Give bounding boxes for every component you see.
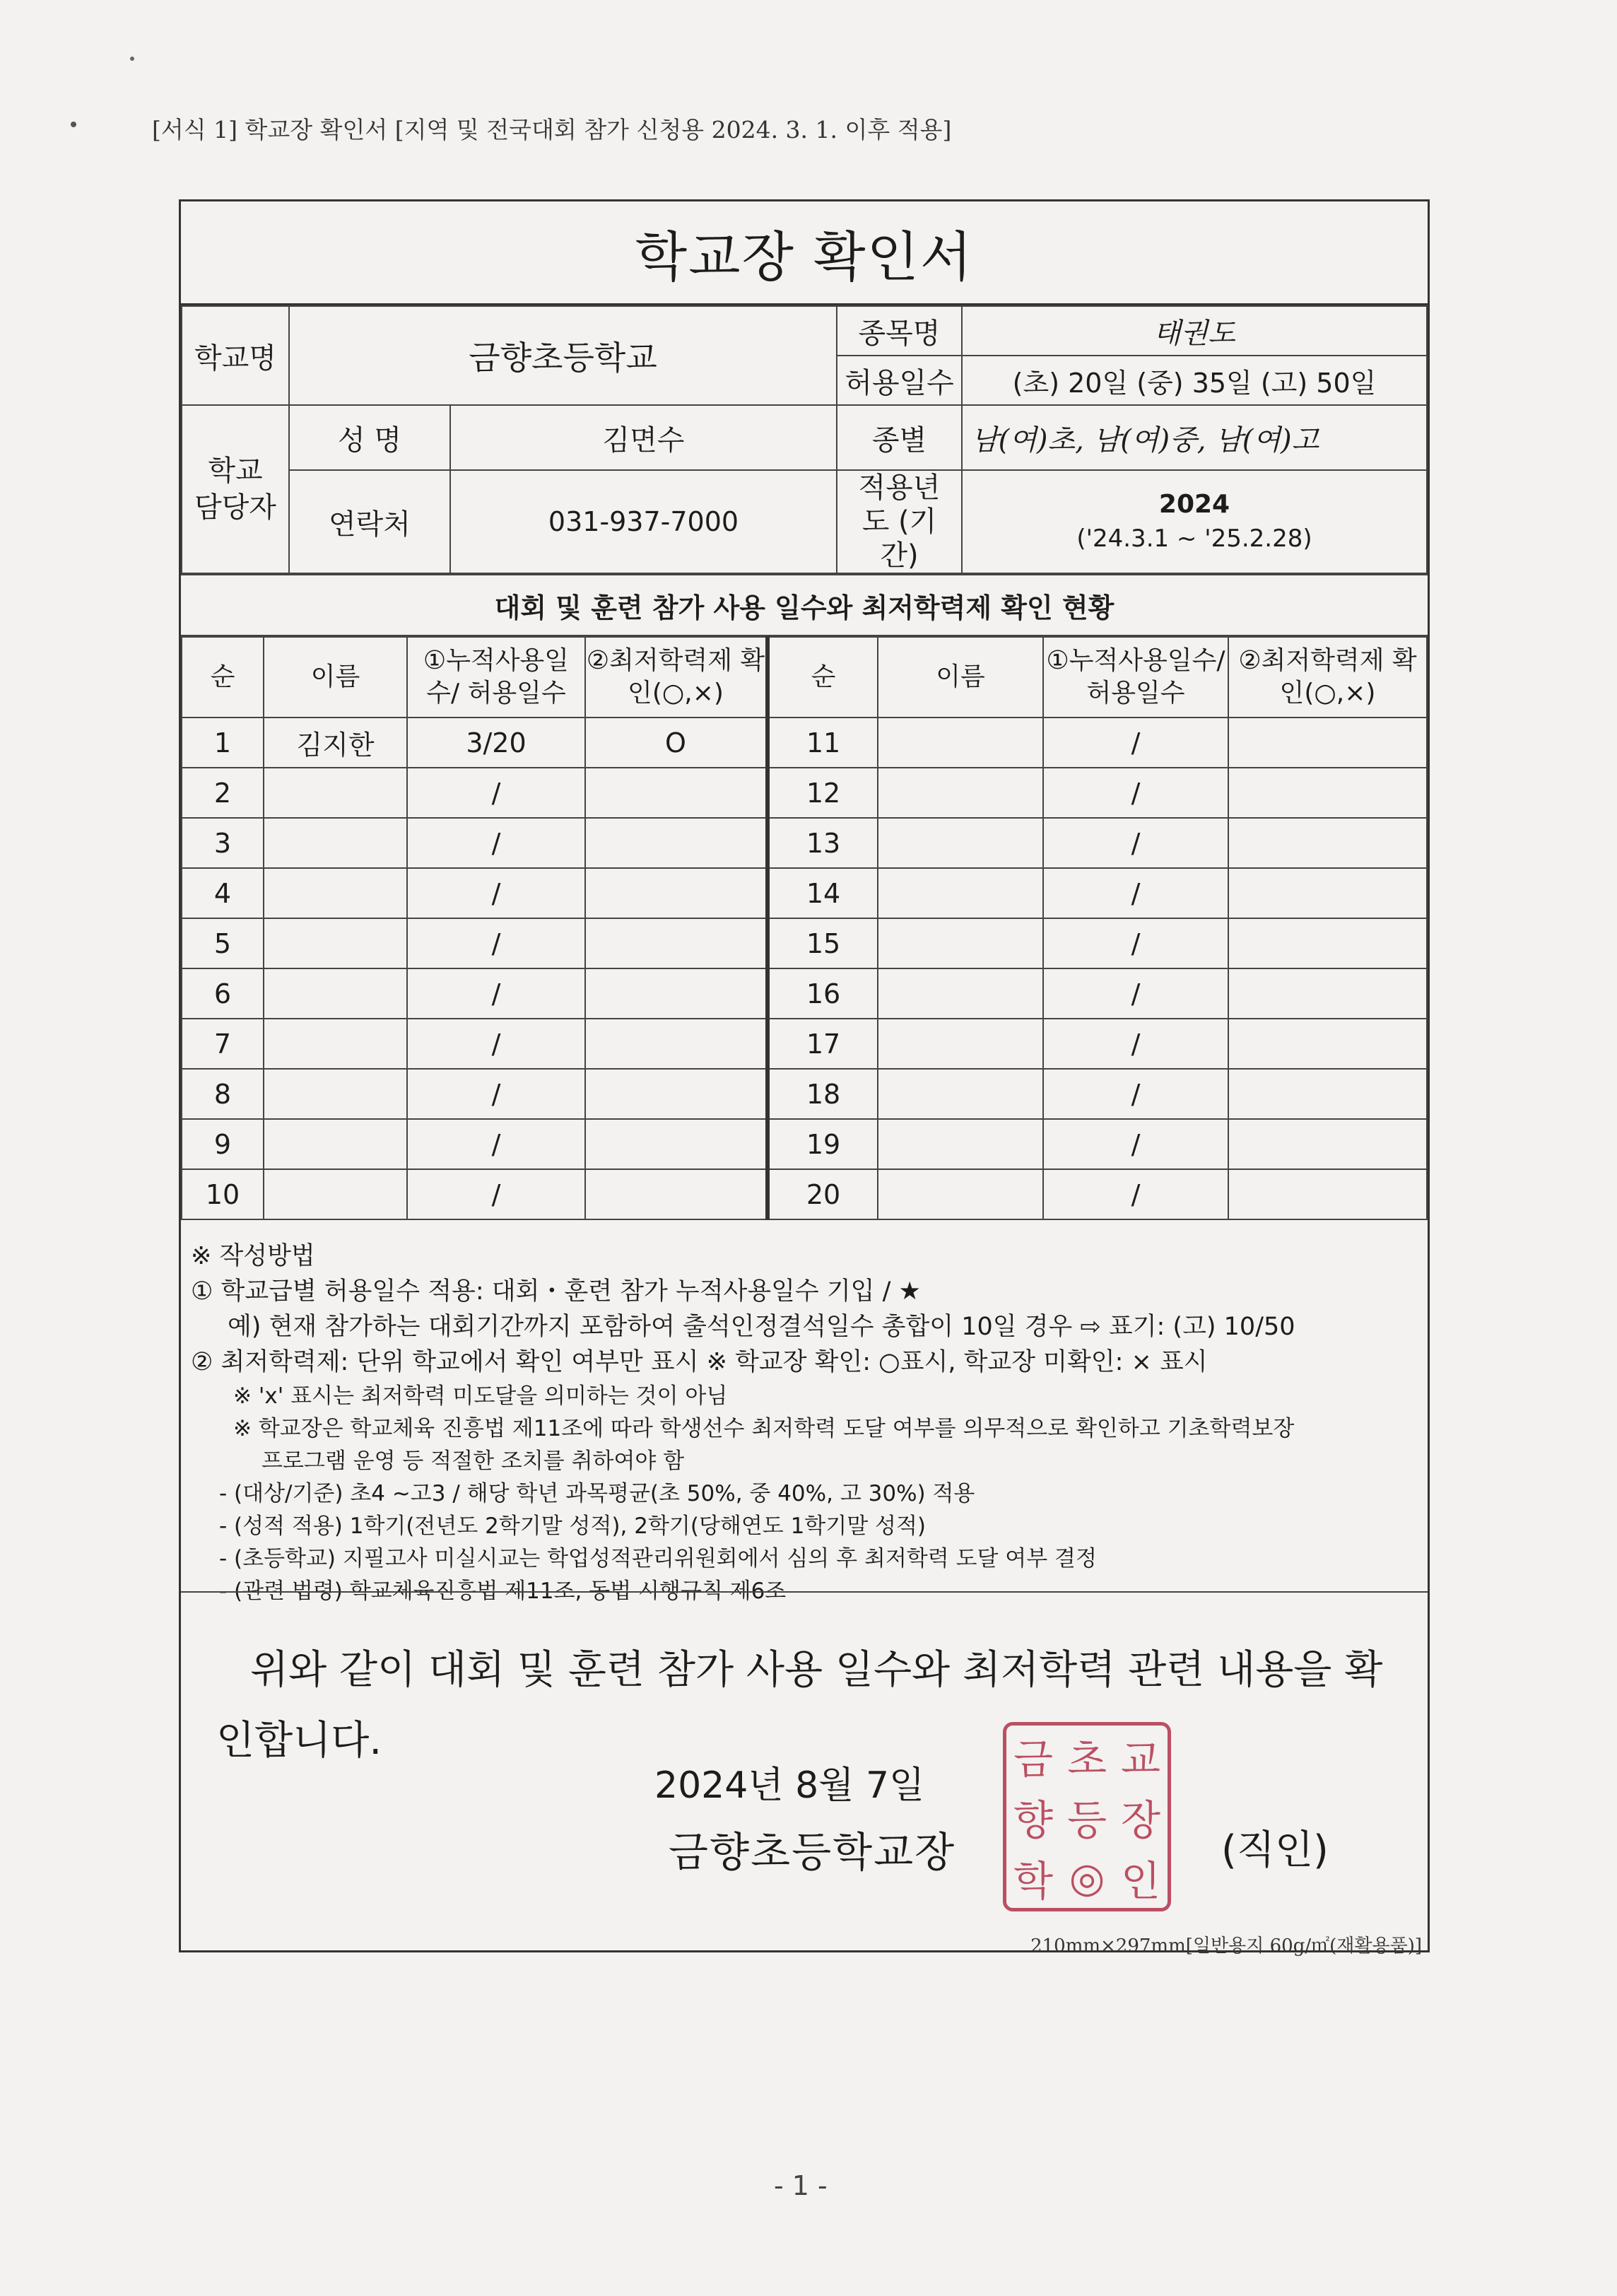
cell-name (264, 868, 407, 918)
cell-name (878, 1169, 1043, 1219)
cell-check (585, 868, 768, 918)
instructions-heading: ※ 작성방법 (191, 1242, 315, 1270)
cell-name (878, 1019, 1043, 1069)
cell-check (1228, 1069, 1427, 1119)
confirmation-form (179, 199, 1430, 1952)
participation-table (181, 636, 1428, 1220)
contact-label: 연락처 (289, 470, 450, 573)
cell-no: 1 (182, 718, 264, 768)
cell-check: O (585, 718, 768, 768)
cell-days: / (1043, 918, 1228, 968)
cell-check (585, 918, 768, 968)
instruction-note: ※ 학교장은 학교체육 진흥법 제11조에 따라 학생선수 최저학력 도달 여부를 의무적으로 확인하고 기초학력보장 (233, 1416, 1295, 1441)
col-days: ①누적사용일수/ 허용일수 (1043, 637, 1228, 718)
instruction-note-cont: 프로그램 운영 등 적절한 조치를 취하여야 함 (261, 1448, 685, 1474)
table-row (182, 968, 1427, 1019)
cell-no: 16 (768, 968, 878, 1019)
category-label: 종별 (837, 405, 962, 470)
col-no: 순 (768, 637, 878, 718)
cell-days: / (407, 818, 585, 868)
cell-name: 김지한 (264, 718, 407, 768)
cell-name (878, 868, 1043, 918)
cell-check (1228, 1169, 1427, 1219)
cell-no: 4 (182, 868, 264, 918)
form-title: 학교장 확인서 (181, 201, 1428, 305)
contact-value: 031-937-7000 (450, 470, 837, 573)
cell-days: / (407, 768, 585, 818)
col-name: 이름 (264, 637, 407, 718)
cell-days: / (407, 968, 585, 1019)
instruction-1-example: 예) 현재 참가하는 대회기간까지 포함하여 출석인정결석일수 총합이 10일 경우 ⇨ 표기: (고) 10/50 (228, 1313, 1295, 1341)
cell-name (264, 1169, 407, 1219)
cell-no: 6 (182, 968, 264, 1019)
speck-mark (130, 57, 134, 61)
cell-days: / (407, 1169, 585, 1219)
confirmation-text: 위와 같이 대회 및 훈련 참가 사용 일수와 최저학력 관련 내용을 확인합니다. (216, 1647, 1383, 1764)
cell-no: 10 (182, 1169, 264, 1219)
col-days: ①누적사용일수/ 허용일수 (407, 637, 585, 718)
cell-name (264, 1069, 407, 1119)
cell-no: 8 (182, 1069, 264, 1119)
table-row (182, 1069, 1427, 1119)
cell-name (264, 918, 407, 968)
cell-no: 3 (182, 818, 264, 868)
instructions (181, 1220, 1428, 1607)
cell-no: 17 (768, 1019, 878, 1069)
cell-check (1228, 768, 1427, 818)
cell-no: 19 (768, 1119, 878, 1169)
cell-check (585, 968, 768, 1019)
cell-days: / (1043, 718, 1228, 768)
sport-label: 종목명 (837, 306, 962, 356)
cell-days: / (1043, 1069, 1228, 1119)
cell-days: / (407, 918, 585, 968)
cell-no: 15 (768, 918, 878, 968)
allowed-days-value: (초) 20일 (중) 35일 (고) 50일 (962, 356, 1427, 405)
table-row (182, 718, 1427, 768)
cell-name (878, 918, 1043, 968)
cell-check (585, 1069, 768, 1119)
cell-days: / (1043, 968, 1228, 1019)
cell-name (264, 818, 407, 868)
school-info-table (181, 305, 1428, 574)
table-row (182, 1169, 1427, 1219)
official-seal-icon: 금 초 교 향 등 장 학 ◎ 인 (1003, 1722, 1171, 1911)
table-body (182, 718, 1427, 1219)
page-number: - 1 - (774, 2170, 828, 2201)
cell-check (1228, 1019, 1427, 1069)
cell-name (878, 1069, 1043, 1119)
cell-check (1228, 918, 1427, 968)
cell-no: 20 (768, 1169, 878, 1219)
cell-days: / (1043, 768, 1228, 818)
cell-days: / (1043, 1019, 1228, 1069)
cell-days: / (407, 1019, 585, 1069)
cell-check (585, 818, 768, 868)
cell-name (878, 968, 1043, 1019)
table-row (182, 1019, 1427, 1069)
instruction-1: ① 학교급별 허용일수 적용: 대회・훈련 참가 누적사용일수 기입 / ★ (191, 1277, 921, 1306)
cell-name (878, 818, 1043, 868)
cell-name (878, 768, 1043, 818)
cell-no: 9 (182, 1119, 264, 1169)
period-value: ('24.3.1 ~ '25.2.28) (1076, 525, 1312, 553)
cell-name (878, 718, 1043, 768)
cell-name (264, 1119, 407, 1169)
stamp-label: (직인) (1221, 1827, 1329, 1873)
signer-name: 금향초등학교장 (669, 1828, 956, 1876)
cell-days: / (1043, 1169, 1228, 1219)
school-name: 금향초등학교 (289, 306, 837, 405)
cell-check (585, 1119, 768, 1169)
cell-check (1228, 868, 1427, 918)
cell-no: 2 (182, 768, 264, 818)
cell-days: / (1043, 868, 1228, 918)
school-label: 학교명 (182, 306, 289, 405)
year-cell (962, 470, 1427, 573)
manager-label: 학교 담당자 (182, 405, 289, 573)
cell-no: 13 (768, 818, 878, 868)
cell-name (878, 1119, 1043, 1169)
sport-value: 태권도 (962, 306, 1427, 356)
paper-size-note: 210mm×297mm[일반용지 60g/㎡(재활용품)] (1030, 1935, 1422, 1957)
cell-days: / (407, 868, 585, 918)
cell-name (264, 1019, 407, 1069)
cell-no: 14 (768, 868, 878, 918)
allowed-days-label: 허용일수 (837, 356, 962, 405)
instruction-detail: - (성적 적용) 1학기(전년도 2학기말 성적), 2학기(당해연도 1학기말 성적) (219, 1513, 926, 1539)
category-value: 남(여)초, 남(여)중, 남(여)고 (962, 405, 1427, 470)
instruction-detail: - (관련 법령) 학교체육진흥법 제11조, 동법 시행규칙 제6조 (219, 1578, 787, 1604)
cell-days: / (1043, 818, 1228, 868)
issue-date: 2024년 8월 7일 (654, 1764, 925, 1807)
form-header-note: [서식 1] 학교장 확인서 [지역 및 전국대회 참가 신청용 2024. 3. 1. 이후 적용] (152, 116, 952, 144)
cell-days: / (407, 1069, 585, 1119)
col-name: 이름 (878, 637, 1043, 718)
table-row (182, 818, 1427, 868)
instruction-note: ※ 'x' 표시는 최저학력 미도달을 의미하는 것이 아님 (233, 1383, 728, 1409)
section-title: 대회 및 훈련 참가 사용 일수와 최저학력제 확인 현황 (181, 574, 1428, 636)
year-value: 2024 (1158, 490, 1230, 519)
manager-name: 김면수 (450, 405, 837, 470)
cell-no: 18 (768, 1069, 878, 1119)
speck-mark (71, 122, 76, 127)
year-label: 적용년도 (기간) (837, 470, 962, 573)
cell-no: 5 (182, 918, 264, 968)
cell-no: 12 (768, 768, 878, 818)
cell-days: / (407, 1119, 585, 1169)
cell-check (1228, 1119, 1427, 1169)
table-row (182, 1119, 1427, 1169)
cell-check (585, 1169, 768, 1219)
cell-name (264, 768, 407, 818)
cell-check (585, 768, 768, 818)
col-check: ②최저학력제 확인(○,×) (585, 637, 768, 718)
instruction-detail: - (초등학교) 지필고사 미실시교는 학업성적관리위원회에서 심의 후 최저학력 도달 여부 결정 (219, 1546, 1097, 1571)
instruction-detail: - (대상/기준) 초4 ~고3 / 해당 학년 과목평균(초 50%, 중 40%, 고 30%) 적용 (219, 1481, 975, 1506)
col-no: 순 (182, 637, 264, 718)
instruction-2: ② 최저학력제: 단위 학교에서 확인 여부만 표시 ※ 학교장 확인: ○표시, 학교장 미확인: × 표시 (191, 1348, 1208, 1376)
col-check: ②최저학력제 확인(○,×) (1228, 637, 1427, 718)
name-label: 성 명 (289, 405, 450, 470)
cell-days: 3/20 (407, 718, 585, 768)
cell-check (585, 1019, 768, 1069)
cell-check (1228, 718, 1427, 768)
confirmation-section (181, 1591, 1428, 1950)
cell-no: 7 (182, 1019, 264, 1069)
cell-check (1228, 818, 1427, 868)
cell-check (1228, 968, 1427, 1019)
table-row (182, 868, 1427, 918)
cell-no: 11 (768, 718, 878, 768)
table-row (182, 768, 1427, 818)
cell-name (264, 968, 407, 1019)
cell-days: / (1043, 1119, 1228, 1169)
table-header-row (182, 637, 1427, 718)
table-row (182, 918, 1427, 968)
